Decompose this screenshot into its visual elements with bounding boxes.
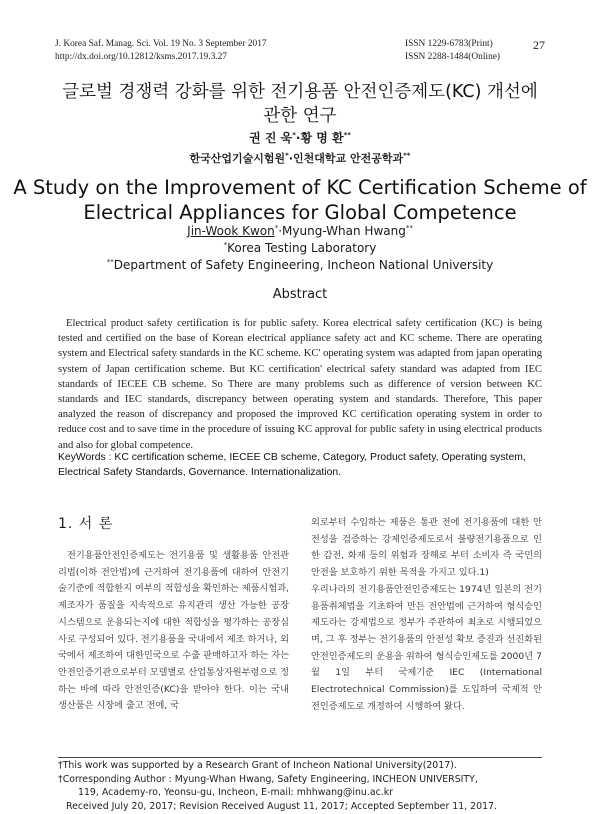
abstract-body	[58, 316, 542, 453]
korean-title-line1: 글로벌 경쟁력 강화를 위한 전기용품 안전인증제도(KC) 개선에	[62, 82, 538, 102]
keywords	[58, 450, 542, 480]
korean-affiliations	[0, 150, 600, 166]
doi-link[interactable]: http://dx.doi.org/10.12812/ksms.2017.19.3.27	[55, 52, 227, 62]
issn-online: ISSN 2288-1484(Online)	[405, 52, 501, 62]
english-affil2-text: Department of Safety Engineering, Incheon National University	[113, 258, 494, 272]
keywords-label: KeyWords :	[58, 452, 112, 463]
page-number: 27	[533, 38, 545, 52]
korean-author2: 황 명 환	[300, 131, 344, 145]
footnote-divider	[58, 757, 542, 758]
english-author1-mark: *	[274, 224, 279, 232]
left-column	[58, 548, 289, 715]
english-affiliation-1	[0, 241, 600, 255]
korean-affil1-mark: *	[285, 151, 289, 160]
english-affil1-text: Korea Testing Laboratory	[227, 241, 377, 255]
english-title-line2: Electrical Appliances for Global Competence	[83, 201, 517, 224]
english-author2: Myung-Whan Hwang	[282, 224, 406, 238]
korean-author2-mark: **	[343, 131, 351, 139]
korean-affil2: 인천대학교 안전공학과	[293, 152, 404, 165]
english-affil2-mark: **	[106, 258, 114, 266]
korean-author1: 권 진 욱	[249, 131, 293, 145]
english-affiliation-2	[0, 258, 600, 272]
abstract-text: Electrical product safety certification is for public safety. Korea electrical safety certification (KC) is being tested and certified on the base of Korean electrical appliance safety act and KC scheme. There are operating system and Electrical safety standards in the KC scheme. KC' operating system was adapted from japan operating system of Japan certification scheme. But KC certification' electrical safety standard was adapted from IEC standards of IECEE CB scheme. So There are many problems such as difference of version between KC standards and IEC standards, discrepancy between operating system and standards. Therefore, This paper analyzed the reason of discrepancy and proposed the improved KC certification operating system in order to reduce cost and to save time in the procedure of issuing KC approval for public safety in using electrical products and also for global competence.	[58, 318, 542, 451]
corresponding-author-footnote: †Corresponding Author : Myung-Whan Hwang, Safety Engineering, INCHEON UNIVERSITY,	[58, 774, 478, 785]
author-address: 119, Academy-ro, Yeonsu-gu, Incheon, E-mail: mhhwang@inu.ac.kr	[78, 787, 394, 798]
english-title-line1: A Study on the Improvement of KC Certification Scheme of	[13, 176, 587, 199]
intro-paragraph-1-continued: 외로부터 수입하는 제품은 통관 전에 전기용품에 대한 안전성을 검증하는 강제인증제도로서 불량전기용품으로 인한 감전, 화재 등의 위험과 장해로 부터 소비자 즉 국민의 안전을 보호하기 위한 목적을 가지고 있다.1)	[311, 517, 542, 579]
english-author1: Jin-Wook Kwon	[187, 224, 275, 238]
korean-affil1: 한국산업기술시험원	[189, 152, 286, 165]
english-author2-mark: **	[405, 224, 413, 232]
korean-affil-separator: ·	[288, 152, 294, 165]
received-dates: Received July 20, 2017; Revision Received August 11, 2017; Accepted September 11, 2017.	[66, 801, 498, 812]
korean-authors	[0, 129, 600, 146]
english-authors	[0, 224, 600, 238]
english-affil1-mark: *	[223, 241, 228, 249]
korean-title-line2: 관한 연구	[263, 106, 337, 126]
abstract-heading: Abstract	[272, 287, 328, 302]
issn-print: ISSN 1229-6783(Print)	[405, 39, 493, 49]
english-author-separator: ·	[278, 224, 283, 238]
korean-author1-mark: *	[292, 131, 296, 139]
keywords-list: KC certification scheme, IECEE CB scheme, Category, Product safety, Operating system, Electrical Safety Standards, Governance. Internationalization.	[58, 452, 526, 479]
korean-title	[0, 80, 600, 128]
korean-author-separator: ·	[295, 131, 301, 145]
intro-paragraph-2: 우리나라의 전기용품안전인증제도는 1974년 일본의 전기용품취체법을 기초하여 만든 전안법에 근거하여 형식승인제도라는 강제법으로 정부가 주관하여 최초로 시행되었으며, 그 후 정부는 전기용품의 안전성 확보 증진과 선진화된 안전인증제도의 운용을 위하여 형식승인제도를 2000년 7월 1일 부터 국제기준 IEC (International Electrotechnical Commission)를 도입하여 국제적 안전인증제도로 개정하여 시행하여 왔다.	[311, 583, 542, 712]
section-heading: 1. 서 론	[58, 516, 114, 532]
funding-footnote: †This work was supported by a Research Grant of Incheon National University(2017).	[58, 760, 457, 771]
korean-affil2-mark: **	[403, 151, 411, 160]
journal-citation: J. Korea Saf. Manag. Sci. Vol. 19 No. 3 September 2017	[55, 39, 267, 49]
english-title	[0, 175, 600, 225]
right-column	[311, 515, 542, 715]
intro-paragraph-1: 전기용품안전인증제도는 전기용품 및 생활용품 안전관리법(이하 전안법)에 근거하여 전기용품에 대하여 안전기술기준에 적합한지 여부의 적합성을 확인하는 제품시험과, 제조자가 품질을 지속적으로 유지관리 생산 가능한 공장 시스템으로 운용되는지에 대한 적합성을 평가하는 공장심사로 구성되어 있다. 전기용품을 국내에서 제조 하거나, 외국에서 제조하여 대한민국으로 수출 판매하고자 하는 자는 안전인증기관으로부터 모델별로 산업통상자원부령으로 정하는 바에 따라 안전인증(KC)을 받아야 한다. 이는 국내 생산품은 시장에 출고 전에, 국	[58, 550, 289, 712]
